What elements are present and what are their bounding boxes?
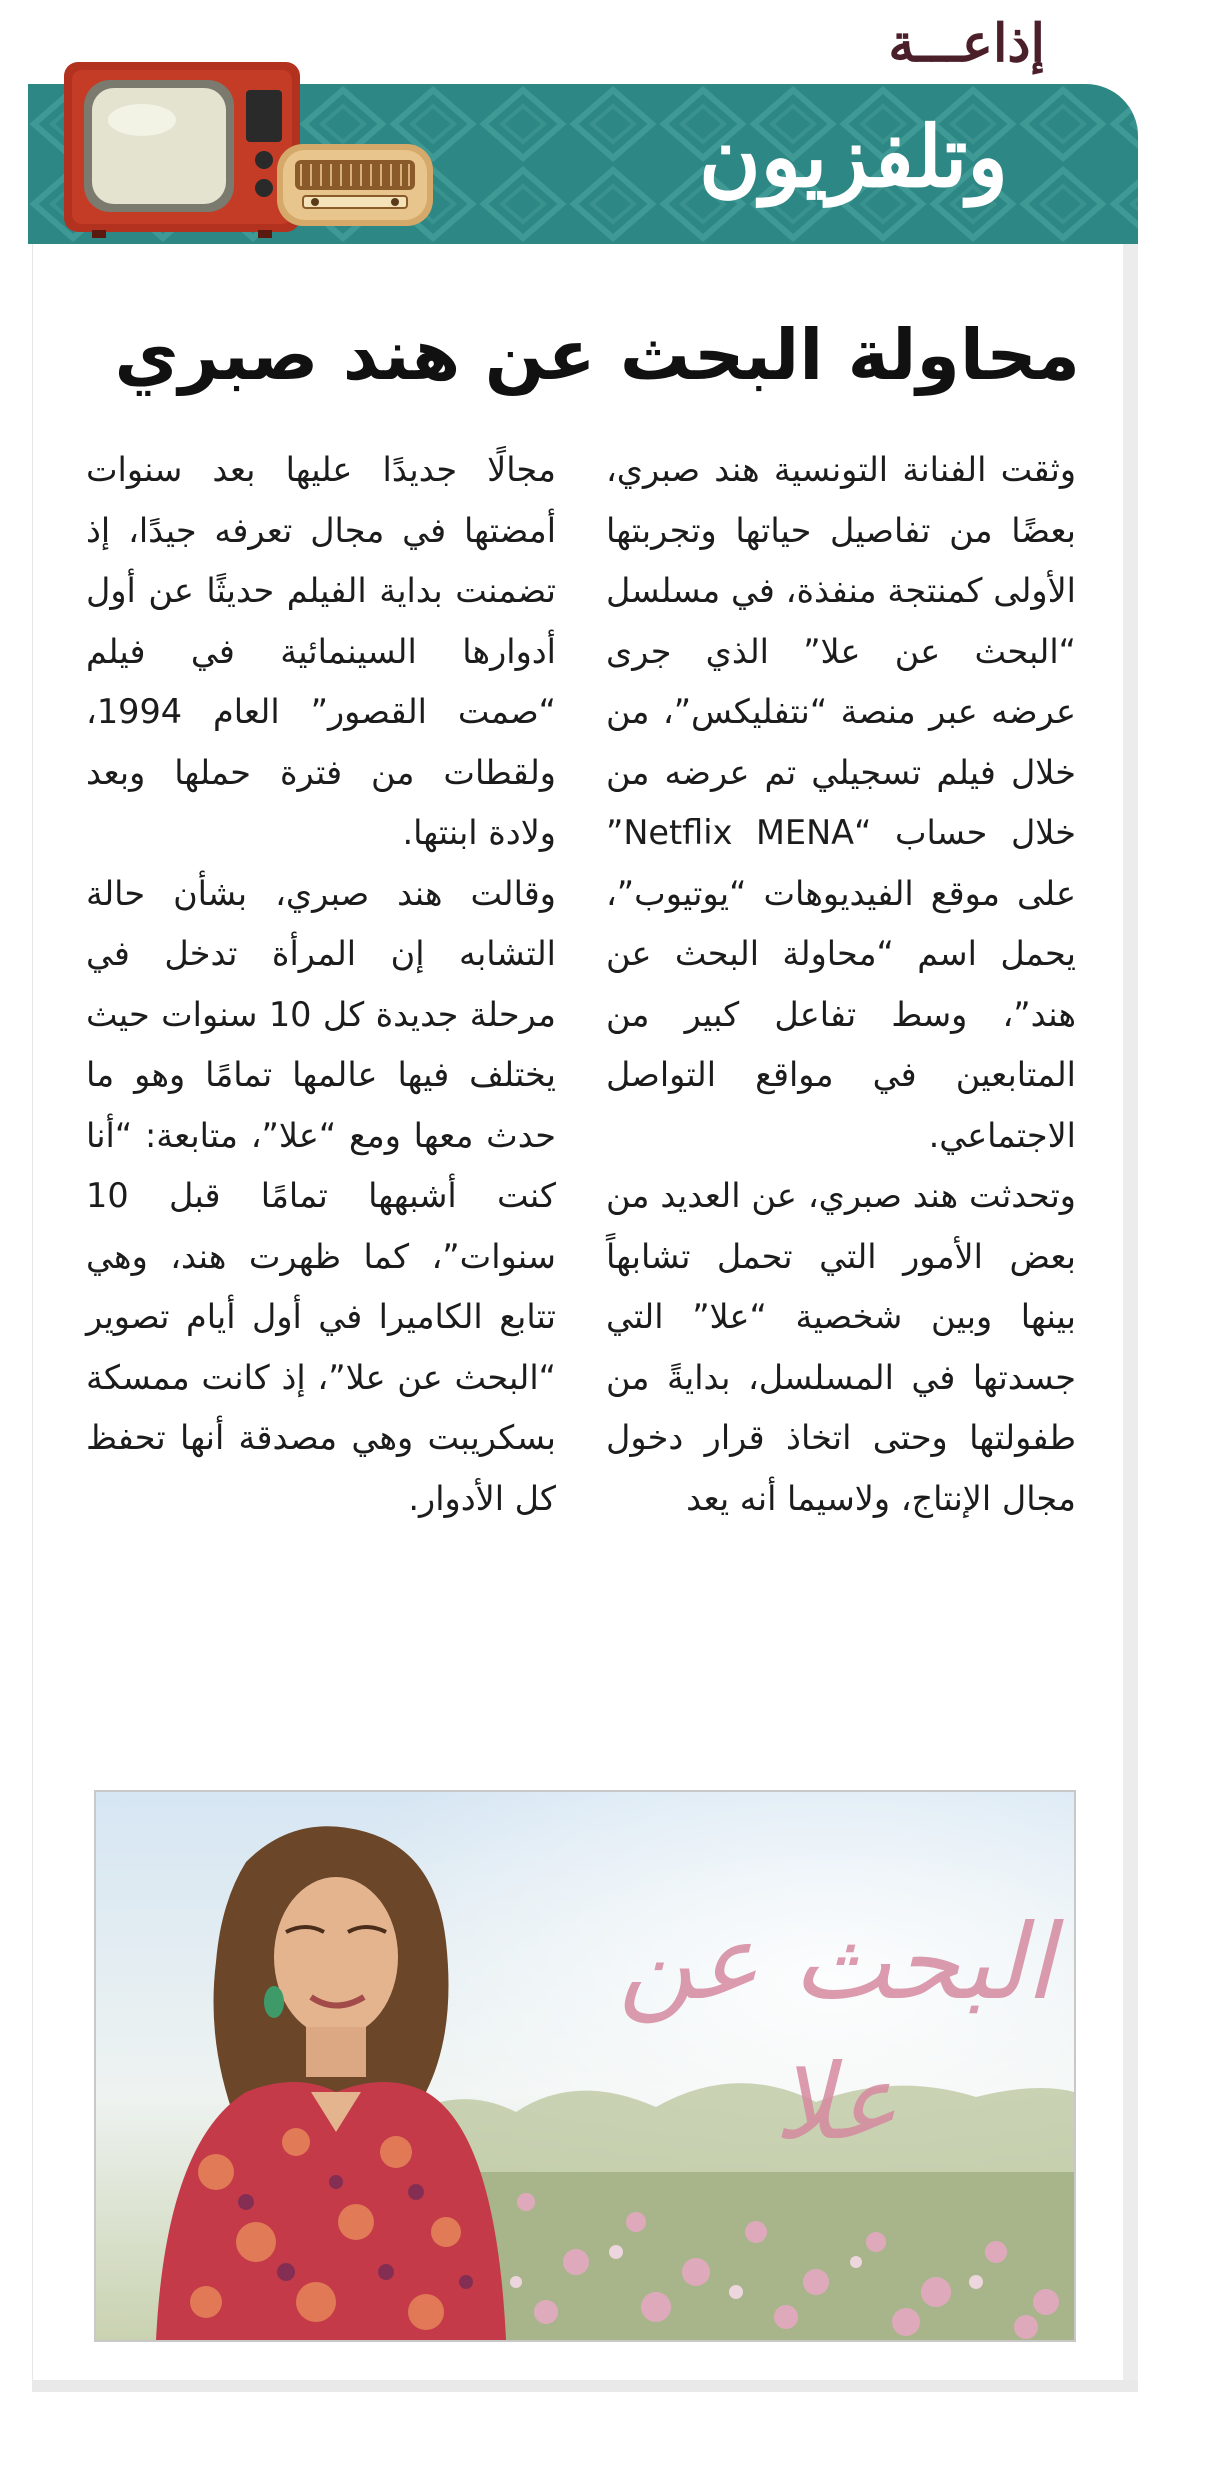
radio-icon xyxy=(275,140,435,230)
tv-icon xyxy=(62,60,302,240)
paragraph: وثقت الفنانة التونسية هند صبري، بعضًا من تفاصيل حياتها وتجربتها الأولى كمنتجة منفذة، في مسلسل “البحث عن علا” الذي جرى عرضه عبر منصة “نتفليكس”، من خلال فيلم تسجيلي تم عرضه من خلال حساب “Netflix MENA” على موقع الفيديوهات “يوتيوب”، يحمل اسم “محاولة البحث عن هند”، وسط تفاعل كبير من المتابعين في مواقع التواصل الاجتماعي. xyxy=(606,450,1077,1155)
section-label: إذاعـــة xyxy=(888,13,1045,74)
paragraph: مجالًا جديدًا عليها بعد سنوات أمضتها في مجال تعرفه جيدًا، إذ تضمنت بداية الفيلم حديثًا عن أول أدوارها السينمائية في فيلم “صمت القصور” العام 1994، ولقطات من فترة حملها وبعد ولادة ابنتها. xyxy=(86,450,556,852)
article-column-right xyxy=(606,440,1076,1529)
headline: محاولة البحث عن هند صبري xyxy=(114,314,1080,396)
paragraph: وقالت هند صبري، بشأن حالة التشابه إن المرأة تدخل في مرحلة جديدة كل 10 سنوات حيث يختلف فيها عالمها تمامًا وهو ما حدث معها ومع “علا”، متابعة: “أنا كنت أشبهها تمامًا قبل 10 سنوات”، كما ظهرت هند، وهي تتابع الكاميرا في أول أيام تصوير “البحث عن علا”، إذ كانت ممسكة بسكريبت وهي مصدقة أنها تحفظ كل الأدوار. xyxy=(86,873,556,1518)
photo-series-title: البحث عن علا xyxy=(618,1901,1054,2163)
section-title: وتلفزيون xyxy=(698,107,1008,206)
article-column-left xyxy=(86,440,556,1529)
paragraph: وتحدثت هند صبري، عن العديد من بعض الأمور التي تحمل تشابهاً بينها وبين شخصية “علا” التي جسدتها في المسلسل، بدايةً من طفولتها وحتى اتخاذ قرار دخول مجال الإنتاج، ولاسيما أنه يعد xyxy=(606,1176,1076,1518)
page-bottom-shadow xyxy=(32,2380,1138,2392)
article-photo xyxy=(94,1790,1076,2342)
